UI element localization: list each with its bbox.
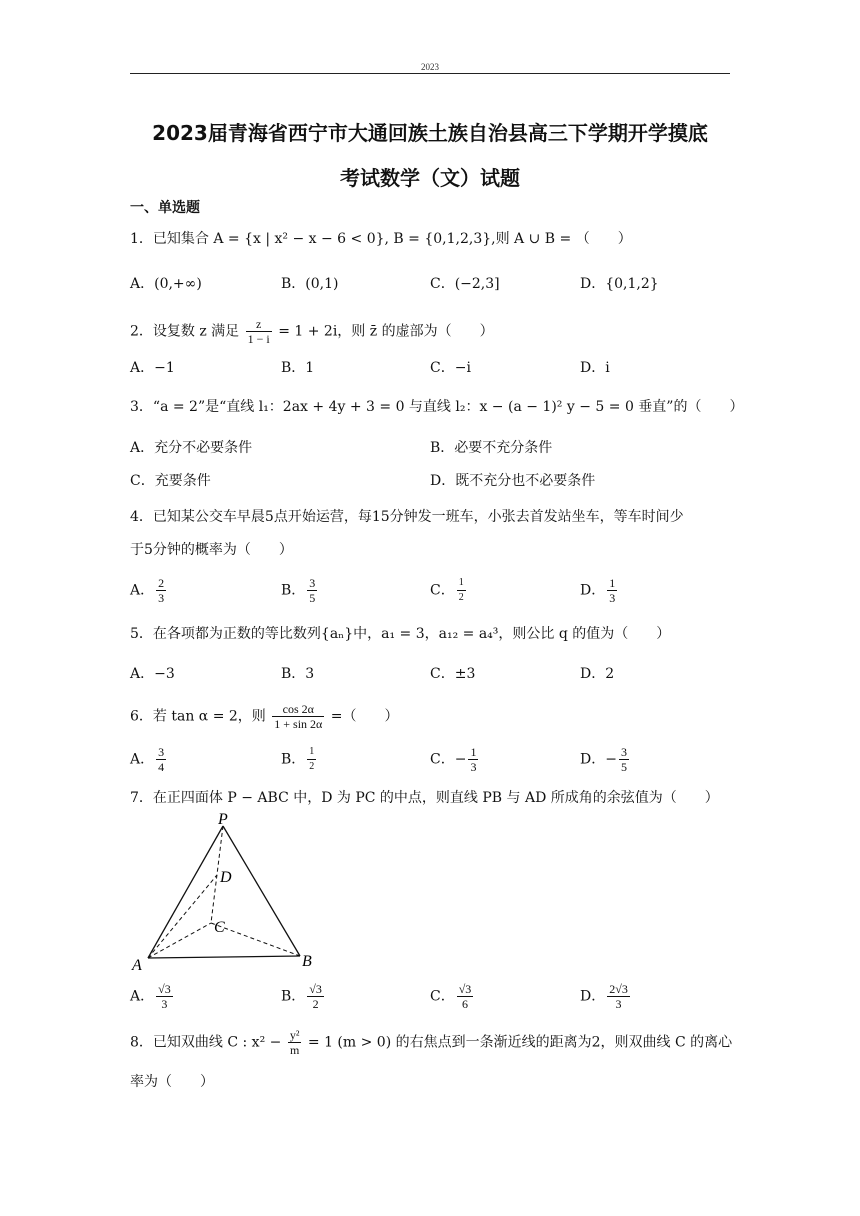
q6-option-a: A． $\frac{3}{4}$ (130, 745, 165, 774)
q7-option-b: B． $\frac{√3}{2}$ (281, 982, 322, 1011)
q6-stem-post: =（ ） (330, 708, 399, 725)
q5-option-c: C．±3 (430, 666, 476, 682)
q1-option-d: D．{0,1,2} (580, 276, 659, 292)
q2-fraction: $\frac{z}{1 - i}$ (247, 317, 270, 346)
q2-option-d: D．i (580, 360, 610, 376)
q5-option-a: A．−3 (130, 666, 175, 682)
q1-option-c: C．(−2,3] (430, 276, 500, 292)
header-year: 2023 (421, 62, 439, 72)
q8-stem-post: = 1 (m > 0) 的右焦点到一条渐近线的距离为2，则双曲线 C 的离心 (307, 1034, 733, 1051)
header-rule (130, 73, 730, 74)
q3-option-d: D．既不充分也不必要条件 (430, 473, 596, 489)
label-b: B (302, 953, 312, 970)
page-title-line2: 考试数学（文）试题 (340, 166, 520, 190)
q6-fraction: $\frac{\cos 2\alpha}{1 + \sin 2\alpha}$ (274, 702, 323, 731)
tetrahedron-figure (128, 810, 328, 976)
q6-option-b: B． $\frac{1}{2}$ (281, 746, 315, 772)
question-1-stem: 1．已知集合 A = {x | x² − x − 6 < 0}, B = {0,1,2,3},则 A ∪ B = （ ） (130, 231, 632, 247)
label-c: C (214, 919, 225, 936)
q2-stem-post: = 1 + 2i，则 z̄ 的虚部为（ ） (278, 323, 494, 340)
q4-option-d: D． $\frac{1}{3}$ (580, 576, 616, 605)
q6-option-c: C．− $\frac{1}{3}$ (430, 745, 477, 774)
question-8-stem-line2: 率为（ ） (130, 1074, 214, 1090)
question-8-stem (130, 1028, 732, 1057)
q2-option-c: C．−i (430, 360, 471, 376)
question-7-stem: 7．在正四面体 P − ABC 中，D 为 PC 的中点，则直线 PB 与 AD 所成角的余弦值为（ ） (130, 790, 719, 806)
label-p: P (218, 811, 228, 828)
q3-option-a: A．充分不必要条件 (130, 440, 253, 456)
label-a: A (132, 957, 142, 974)
q2-option-a: A．−1 (130, 360, 175, 376)
q1-option-a: A．(0,+∞) (130, 276, 202, 292)
question-4-stem-line2: 于5分钟的概率为（ ） (130, 542, 293, 558)
section-heading: 一、单选题 (130, 200, 200, 216)
question-4-stem-line1: 4．已知某公交车早晨5点开始运营，每15分钟发一班车，小张去首发站坐车，等车时间少 (130, 509, 684, 525)
q5-option-d: D．2 (580, 666, 615, 682)
q8-stem-pre: 8．已知双曲线 C : x² − (130, 1034, 282, 1051)
q6-stem-pre: 6．若 tan α = 2，则 (130, 708, 266, 725)
q5-option-b: B．3 (281, 666, 315, 682)
q4-option-a: A． $\frac{2}{3}$ (130, 576, 165, 605)
q7-option-c: C． $\frac{√3}{6}$ (430, 982, 472, 1011)
q7-option-d: D． $\frac{2√3}{3}$ (580, 982, 628, 1011)
label-d: D (220, 869, 232, 886)
question-3-stem: 3．“a = 2”是“直线 l₁：2ax + 4y + 3 = 0 与直线 l₂：x − (a − 1)² y − 5 = 0 垂直”的（ ） (130, 399, 744, 415)
question-5-stem: 5．在各项都为正数的等比数列{aₙ}中，a₁ = 3，a₁₂ = a₄³，则公比 q 的值为（ ） (130, 626, 671, 642)
question-6-stem (130, 702, 399, 731)
q2-option-b: B．1 (281, 360, 315, 376)
q2-stem-pre: 2．设复数 z 满足 (130, 323, 240, 340)
q4-option-b: B． $\frac{3}{5}$ (281, 576, 316, 605)
q7-option-a: A． $\frac{√3}{3}$ (130, 982, 171, 1011)
q4-option-c: C． $\frac{1}{2}$ (430, 577, 464, 603)
q1-option-b: B．(0,1) (281, 276, 339, 292)
q3-option-b: B．必要不充分条件 (430, 440, 553, 456)
question-2-stem (130, 317, 494, 346)
q8-fraction: $\frac{\text{y²}}{m}$ (289, 1028, 300, 1057)
q6-option-d: D．− $\frac{3}{5}$ (580, 745, 627, 774)
q3-option-c: C．充要条件 (130, 473, 211, 489)
page-title-line1: 2023届青海省西宁市大通回族土族自治县高三下学期开学摸底 (152, 121, 708, 145)
